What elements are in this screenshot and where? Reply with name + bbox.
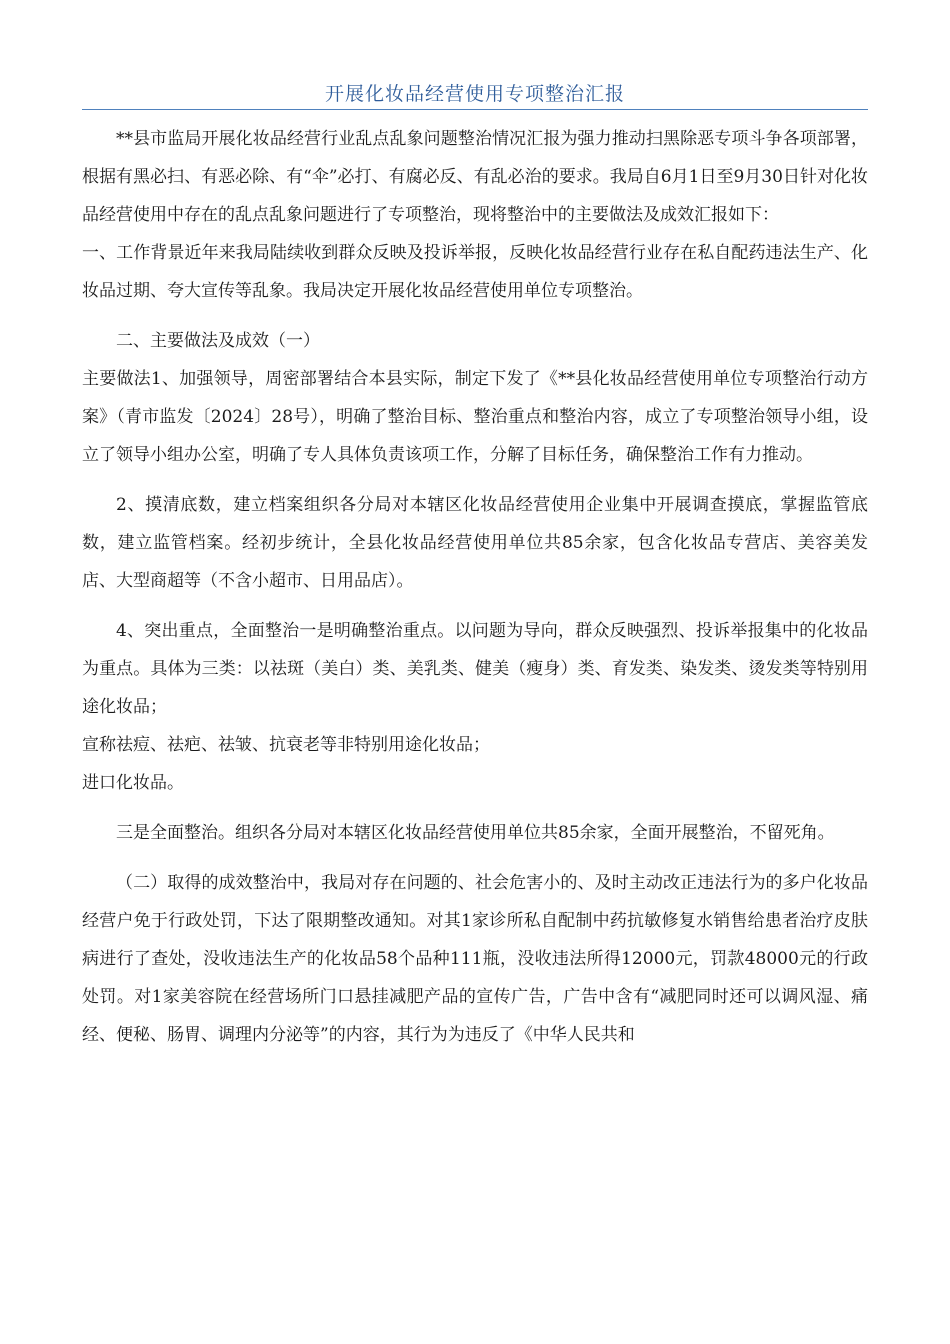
paragraph-non-special-cosmetics: 宣称祛痘、祛疤、祛皱、抗衰老等非特别用途化妆品； [82,735,490,755]
paragraph-background: 一、工作背景近年来我局陆续收到群众反映及投诉举报，反映化妆品经营行业存在私自配药违法生产、化妆品过期、夸大宣传等乱象。我局决定开展化妆品经营使用单位专项整治。 [82,243,868,301]
document-title: 开展化妆品经营使用专项整治汇报 [324,83,625,105]
paragraph-results: （二）取得的成效整治中，我局对存在问题的、社会危害小的、及时主动改正违法行为的多户化妆品经营户免于行政处罚，下达了限期整改通知。对其1家诊所私自配制中药抗敏修复水销售给患者治疗皮肤病进行了查处，没收违法生产的化妆品58个品种111瓶，没收违法所得12000元，罚款48000元的行政处罚。对1家美容院在经营场所门口悬挂减肥产品的宣传广告，广告中含有“减肥同时还可以调风湿、痛经、便秘、肠胃、调理内分泌等”的内容，其行为为违反了《中华人民共和 [82,873,868,1045]
paragraph-intro: **县市监局开展化妆品经营行业乱点乱象问题整治情况汇报为强力推动扫黑除恶专项斗争各项部署，根据有黑必扫、有恶必除、有“伞”必打、有腐必反、有乱必治的要求。我局自6月1日至9月30日针对化妆品经营使用中存在的乱点乱象问题进行了专项整治，现将整治中的主要做法及成效汇报如下： [82,129,868,225]
paragraph-archives: 2、摸清底数，建立档案组织各分局对本辖区化妆品经营使用企业集中开展调查摸底，掌握监管底数，建立监管档案。经初步统计，全县化妆品经营使用单位共85余家，包含化妆品专营店、美容美发店、大型商超等（不含小超市、日用品店）。 [82,495,868,591]
paragraph-leadership: 主要做法1、加强领导，周密部署结合本县实际，制定下发了《**县化妆品经营使用单位专项整治行动方案》（青市监发〔2024〕28号），明确了整治目标、整治重点和整治内容，成立了专项整治领导小组，设立了领导小组办公室，明确了专人具体负责该项工作，分解了目标任务，确保整治工作有力推动。 [82,369,868,465]
heading-main-measures: 二、主要做法及成效（一） [116,331,320,351]
title-underline [82,109,868,110]
document-body [82,120,868,1054]
paragraph-full-rectification: 三是全面整治。组织各分局对本辖区化妆品经营使用单位共85余家，全面开展整治，不留死角。 [116,823,835,843]
paragraph-imported-cosmetics: 进口化妆品。 [82,773,184,793]
paragraph-key-points: 4、突出重点，全面整治一是明确整治重点。以问题为导向，群众反映强烈、投诉举报集中的化妆品为重点。具体为三类：以祛斑（美白）类、美乳类、健美（瘦身）类、育发类、染发类、烫发类等特别用途化妆品； [82,621,868,717]
